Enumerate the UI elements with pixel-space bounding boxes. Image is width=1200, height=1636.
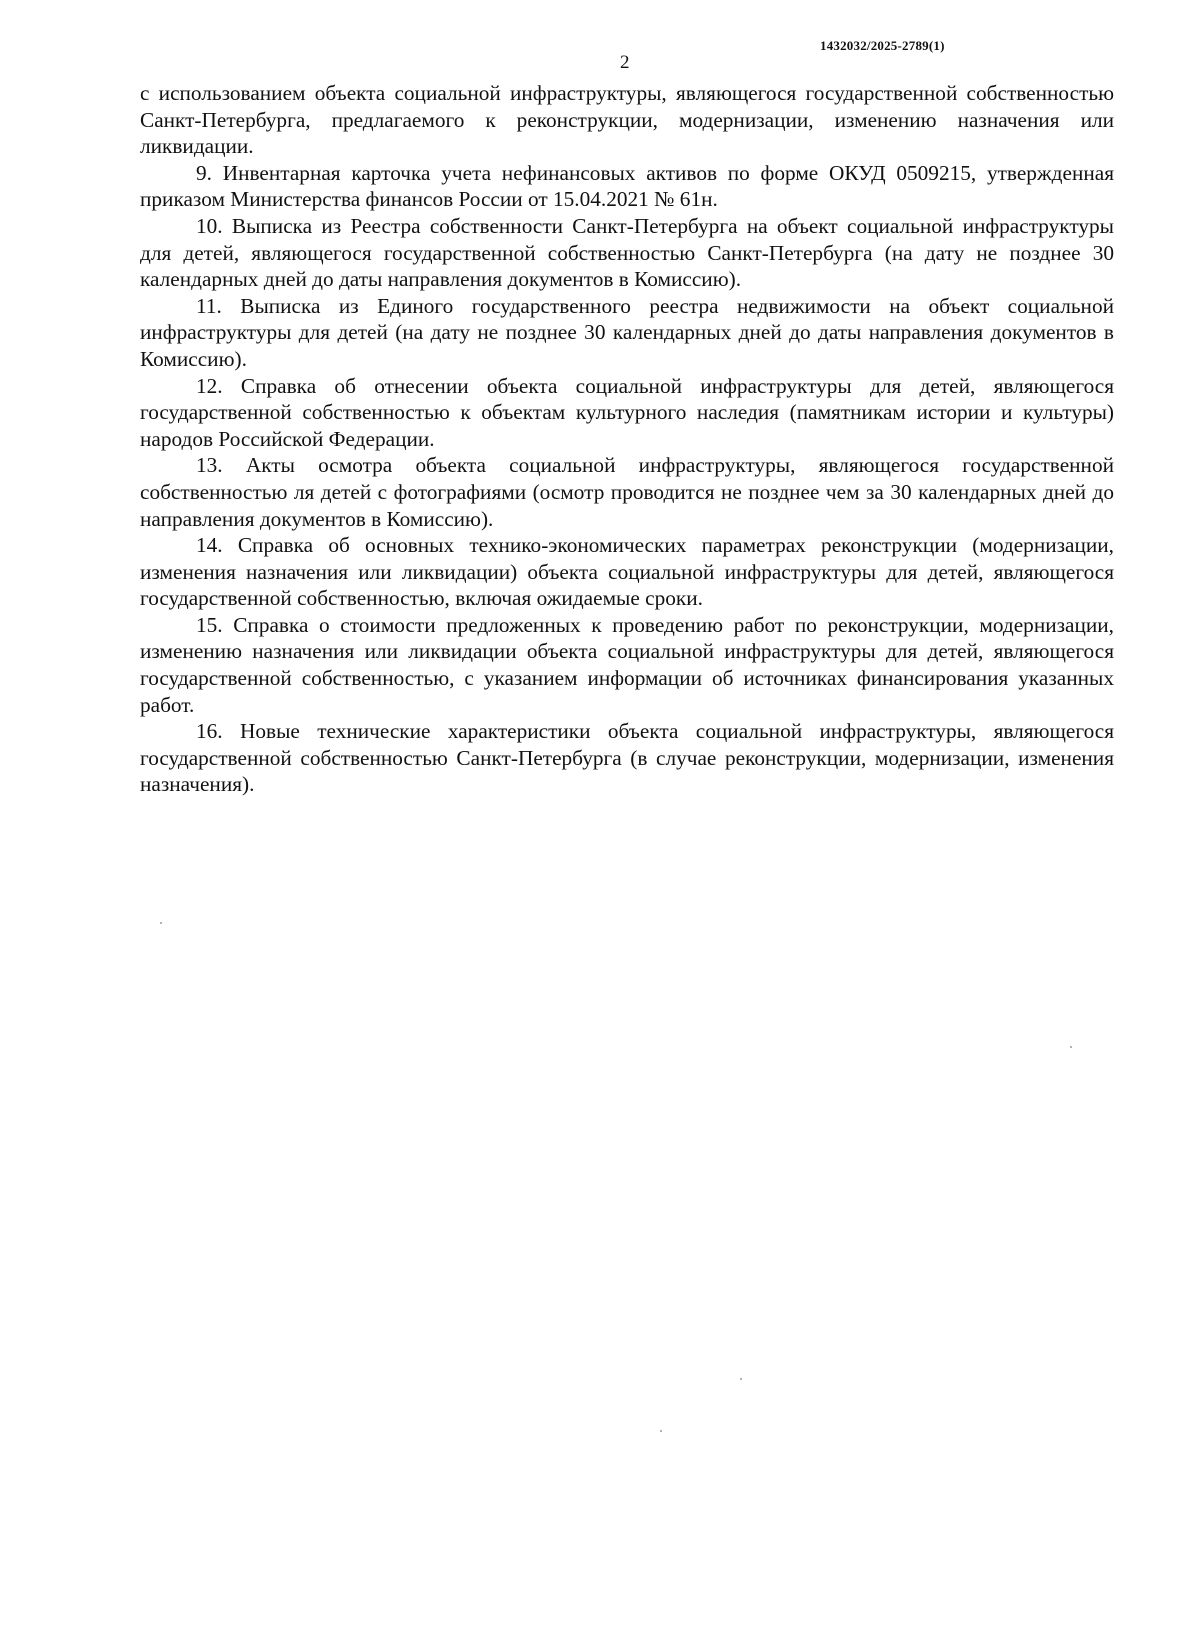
document-number: 1432032/2025-2789(1) — [820, 38, 945, 53]
list-item-14: 14. Справка об основных технико-экономических параметрах реконструкции (модернизации, изменения назначения или ликвидации) объекта социальной инфраструктуры для детей, являющегося государственной собственностью, включая ожидаемые сроки. — [140, 533, 1114, 611]
list-item-12: 12. Справка об отнесении объекта социальной инфраструктуры для детей, являющегося государственной собственностью к объектам культурного наследия (памятникам истории и культуры) народов Российской Федерации. — [140, 373, 1114, 451]
scan-speck — [660, 1430, 662, 1432]
scan-speck — [740, 1378, 742, 1380]
scan-speck — [1070, 1046, 1072, 1048]
list-item-15: 15. Справка о стоимости предложенных к проведению работ по реконструкции, модернизации, изменению назначения или ликвидации объекта социальной инфраструктуры для детей, являющегося государственной собственностью, с указанием информации об источниках финансирования указанных работ. — [140, 612, 1114, 717]
document-body — [140, 80, 1114, 798]
list-item-13: 13. Акты осмотра объекта социальной инфраструктуры, являющегося государственной собственностью ля детей с фотографиями (осмотр проводится не позднее чем за 30 календарных дней до направления документов в Комиссию). — [140, 453, 1114, 531]
list-item-16: 16. Новые технические характеристики объекта социальной инфраструктуры, являющегося государственной собственностью Санкт-Петербурга (в случае реконструкции, модернизации, изменения назначения). — [140, 719, 1114, 797]
list-item-9: 9. Инвентарная карточка учета нефинансовых активов по форме ОКУД 0509215, утвержденная приказом Министерства финансов России от 15.04.2021 № 61н. — [140, 160, 1114, 212]
scan-speck — [160, 922, 162, 924]
list-item-11: 11. Выписка из Единого государственного реестра недвижимости на объект социальной инфраструктуры для детей (на дату не позднее 30 календарных дней до даты направления документов в Комиссию). — [140, 293, 1114, 371]
continuation-paragraph: с использованием объекта социальной инфраструктуры, являющегося государственной собственностью Санкт-Петербурга, предлагаемого к реконструкции, модернизации, изменению назначения или ликвидации. — [140, 81, 1114, 159]
page-number: 2 — [620, 52, 630, 73]
list-item-10: 10. Выписка из Реестра собственности Санкт-Петербурга на объект социальной инфраструктуры для детей, являющегося государственной собственностью Санкт-Петербурга (на дату не позднее 30 календарных дней до даты направления документов в Комиссию). — [140, 213, 1114, 292]
